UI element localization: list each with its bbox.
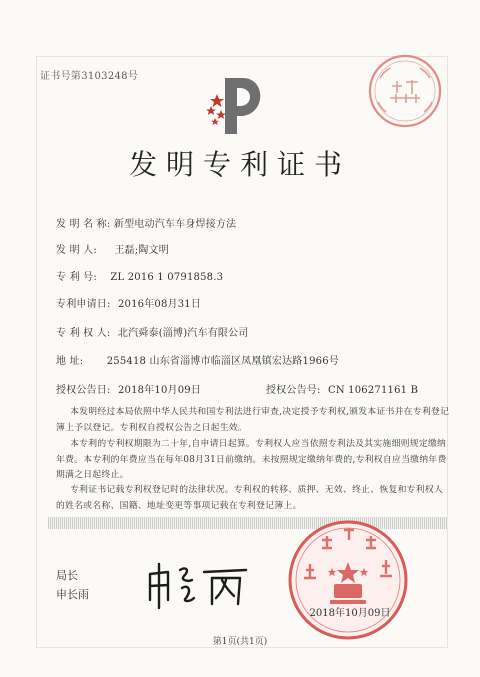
application-date-value: 2016年08月31日 <box>117 299 202 310</box>
patentee-value: 北汽舜泰(淄博)汽车有限公司 <box>117 328 249 339</box>
bureau-director-title: 局长 <box>56 569 78 582</box>
bureau-director-name: 申长雨 <box>56 588 89 601</box>
grant-date-row <box>56 381 201 396</box>
director-signature <box>142 556 252 612</box>
grant-number-row <box>266 381 418 396</box>
body-paragraph-term: 本专利的专利权期限为二十年,自申请日起算。专利权人应当依照专利法及其实施细则规定缴纳年费。本专利的年费应当在每年08月31日前缴纳。未按照规定缴纳年费的,专利权自应当缴纳年费期满之日起终止。 <box>56 439 447 480</box>
invention-name-label: 发 明 名 称: <box>56 219 111 230</box>
grant-date-value: 2018年10月09日 <box>117 385 202 396</box>
inventor-row <box>56 241 169 256</box>
invention-name-value: 新型电动汽车车身焊接方法 <box>113 219 237 230</box>
certificate-number: 证书号第3103248号 <box>40 71 139 82</box>
address-label: 地 址: <box>56 356 84 367</box>
address-value: 255418 山东省淄博市临淄区凤凰镇宏达路1966号 <box>106 356 339 367</box>
state-ip-office-seal <box>286 518 410 642</box>
patent-number-label: 专 利 号: <box>56 272 97 283</box>
patent-number-row <box>56 268 223 283</box>
issue-date: 2018年10月09日 <box>309 608 391 619</box>
agency-seal-stamp <box>366 52 444 130</box>
body-paragraph-grant: 本发明经过本局依照中华人民共和国专利法进行审查,决定授予专利权,颁发本证书并在专利登记簿上予以登记。专利权自授权公告之日起生效。 <box>56 407 450 433</box>
body-paragraph-register: 专利证书记载专利权登记时的法律状况。专利权的转移、质押、无效、终止、恢复和专利权人的姓名或名称、国籍、地址变更等事项记载在专利登记簿上。 <box>56 485 444 511</box>
certificate-title: 发明专利证书 <box>128 148 351 181</box>
grant-number-label: 授权公告号: <box>266 385 321 396</box>
inventor-value: 王磊;陶文明 <box>114 245 169 256</box>
patentee-label: 专 利 权 人: <box>56 328 111 339</box>
inventor-label: 发 明 人: <box>56 245 97 256</box>
address-row <box>56 352 339 367</box>
grant-date-label: 授权公告日: <box>56 385 111 396</box>
patentee-row <box>56 324 249 339</box>
patent-office-logo <box>203 72 273 138</box>
application-date-row <box>56 295 201 310</box>
application-date-label: 专利申请日: <box>56 299 111 310</box>
patent-number-value: ZL 2016 1 0791858.3 <box>110 272 224 283</box>
page-number: 第1页(共1页) <box>212 637 268 647</box>
invention-name-row <box>56 215 236 230</box>
grant-number-value: CN 106271161 B <box>327 385 419 396</box>
